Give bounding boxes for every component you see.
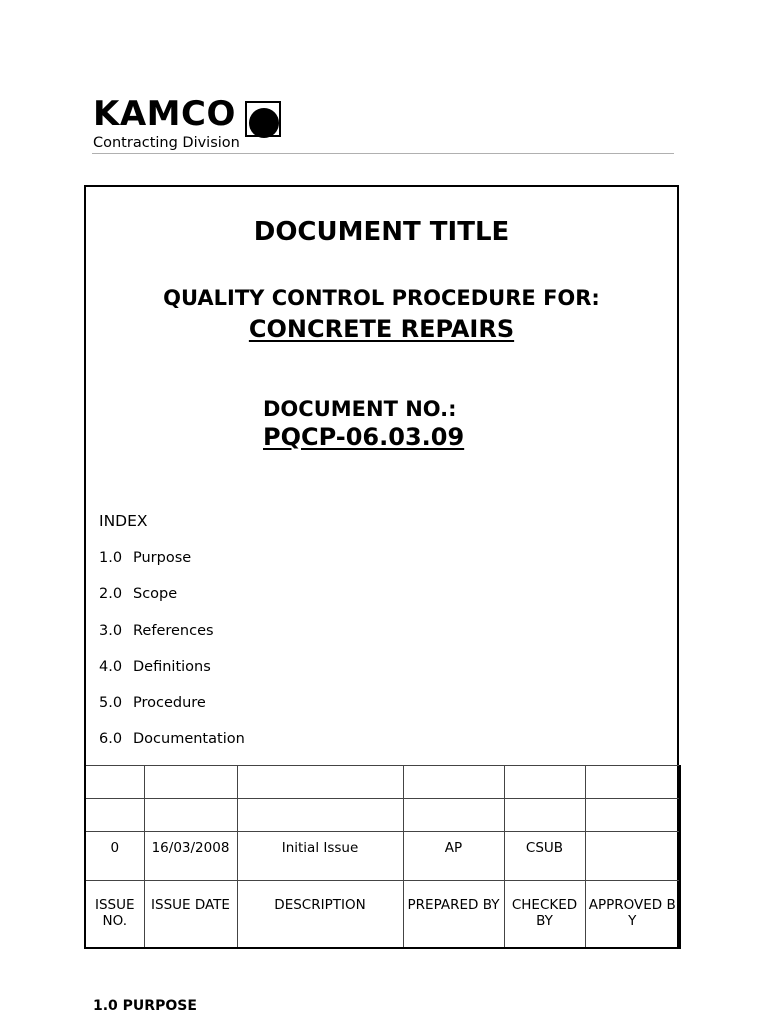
index-item-number: 2.0 bbox=[99, 586, 123, 603]
index-item-number: 1.0 bbox=[99, 550, 123, 566]
section-heading: 1.0 PURPOSE bbox=[93, 998, 197, 1014]
index-item-label: References bbox=[133, 622, 214, 639]
cover-frame bbox=[84, 185, 679, 949]
index-item-number: 4.0 bbox=[99, 658, 123, 675]
index-list bbox=[99, 548, 245, 766]
index-heading: INDEX bbox=[99, 512, 148, 530]
document-number-label: DOCUMENT NO.: bbox=[263, 397, 457, 421]
logo-circle-icon bbox=[245, 101, 281, 137]
index-item-label: Documentation bbox=[133, 731, 245, 748]
logo-text: KAMCO bbox=[93, 94, 236, 134]
index-item bbox=[99, 621, 245, 657]
index-item bbox=[99, 693, 245, 729]
procedure-label: QUALITY CONTROL PROCEDURE FOR: bbox=[163, 286, 600, 310]
index-item-label: Definitions bbox=[133, 658, 211, 675]
index-item bbox=[99, 548, 245, 584]
revision-table bbox=[84, 765, 681, 949]
index-item-label: Scope bbox=[133, 586, 178, 603]
index-item-number: 3.0 bbox=[99, 622, 123, 639]
document-number-block bbox=[263, 396, 464, 452]
header-description: DESCRIPTION bbox=[237, 881, 403, 948]
header-approved-by: APPROVED BY bbox=[585, 881, 680, 948]
description-cell: Initial Issue bbox=[237, 832, 403, 881]
table-row bbox=[85, 832, 680, 881]
index-item bbox=[99, 729, 245, 765]
approved-by-cell bbox=[585, 832, 680, 881]
document-number: PQCP-06.03.09 bbox=[263, 423, 465, 451]
logo-subtitle: Contracting Division bbox=[93, 135, 240, 151]
index-item bbox=[99, 657, 245, 693]
issue-no-cell: 0 bbox=[85, 832, 144, 881]
table-row bbox=[85, 799, 680, 832]
header-checked-by: CHECKED BY bbox=[504, 881, 585, 948]
document-title-label: DOCUMENT TITLE bbox=[253, 217, 510, 247]
index-item-number: 5.0 bbox=[99, 695, 123, 712]
checked-by-cell: CSUB bbox=[504, 832, 585, 881]
prepared-by-cell: AP bbox=[403, 832, 504, 881]
issue-date-cell: 16/03/2008 bbox=[144, 832, 237, 881]
table-header-row bbox=[85, 881, 680, 948]
index-item-label: Procedure bbox=[133, 695, 206, 712]
procedure-title-text: CONCRETE REPAIRS bbox=[248, 315, 515, 343]
index-item bbox=[99, 584, 245, 620]
table-row bbox=[85, 766, 680, 799]
index-item-label: Purpose bbox=[133, 550, 192, 566]
header-divider bbox=[92, 153, 674, 154]
index-item-number: 6.0 bbox=[99, 731, 123, 748]
header-prepared-by: PREPARED BY bbox=[403, 881, 504, 948]
header-issue-date: ISSUE DATE bbox=[144, 881, 237, 948]
header-issue-no: ISSUE NO. bbox=[85, 881, 144, 948]
procedure-title bbox=[86, 314, 677, 344]
